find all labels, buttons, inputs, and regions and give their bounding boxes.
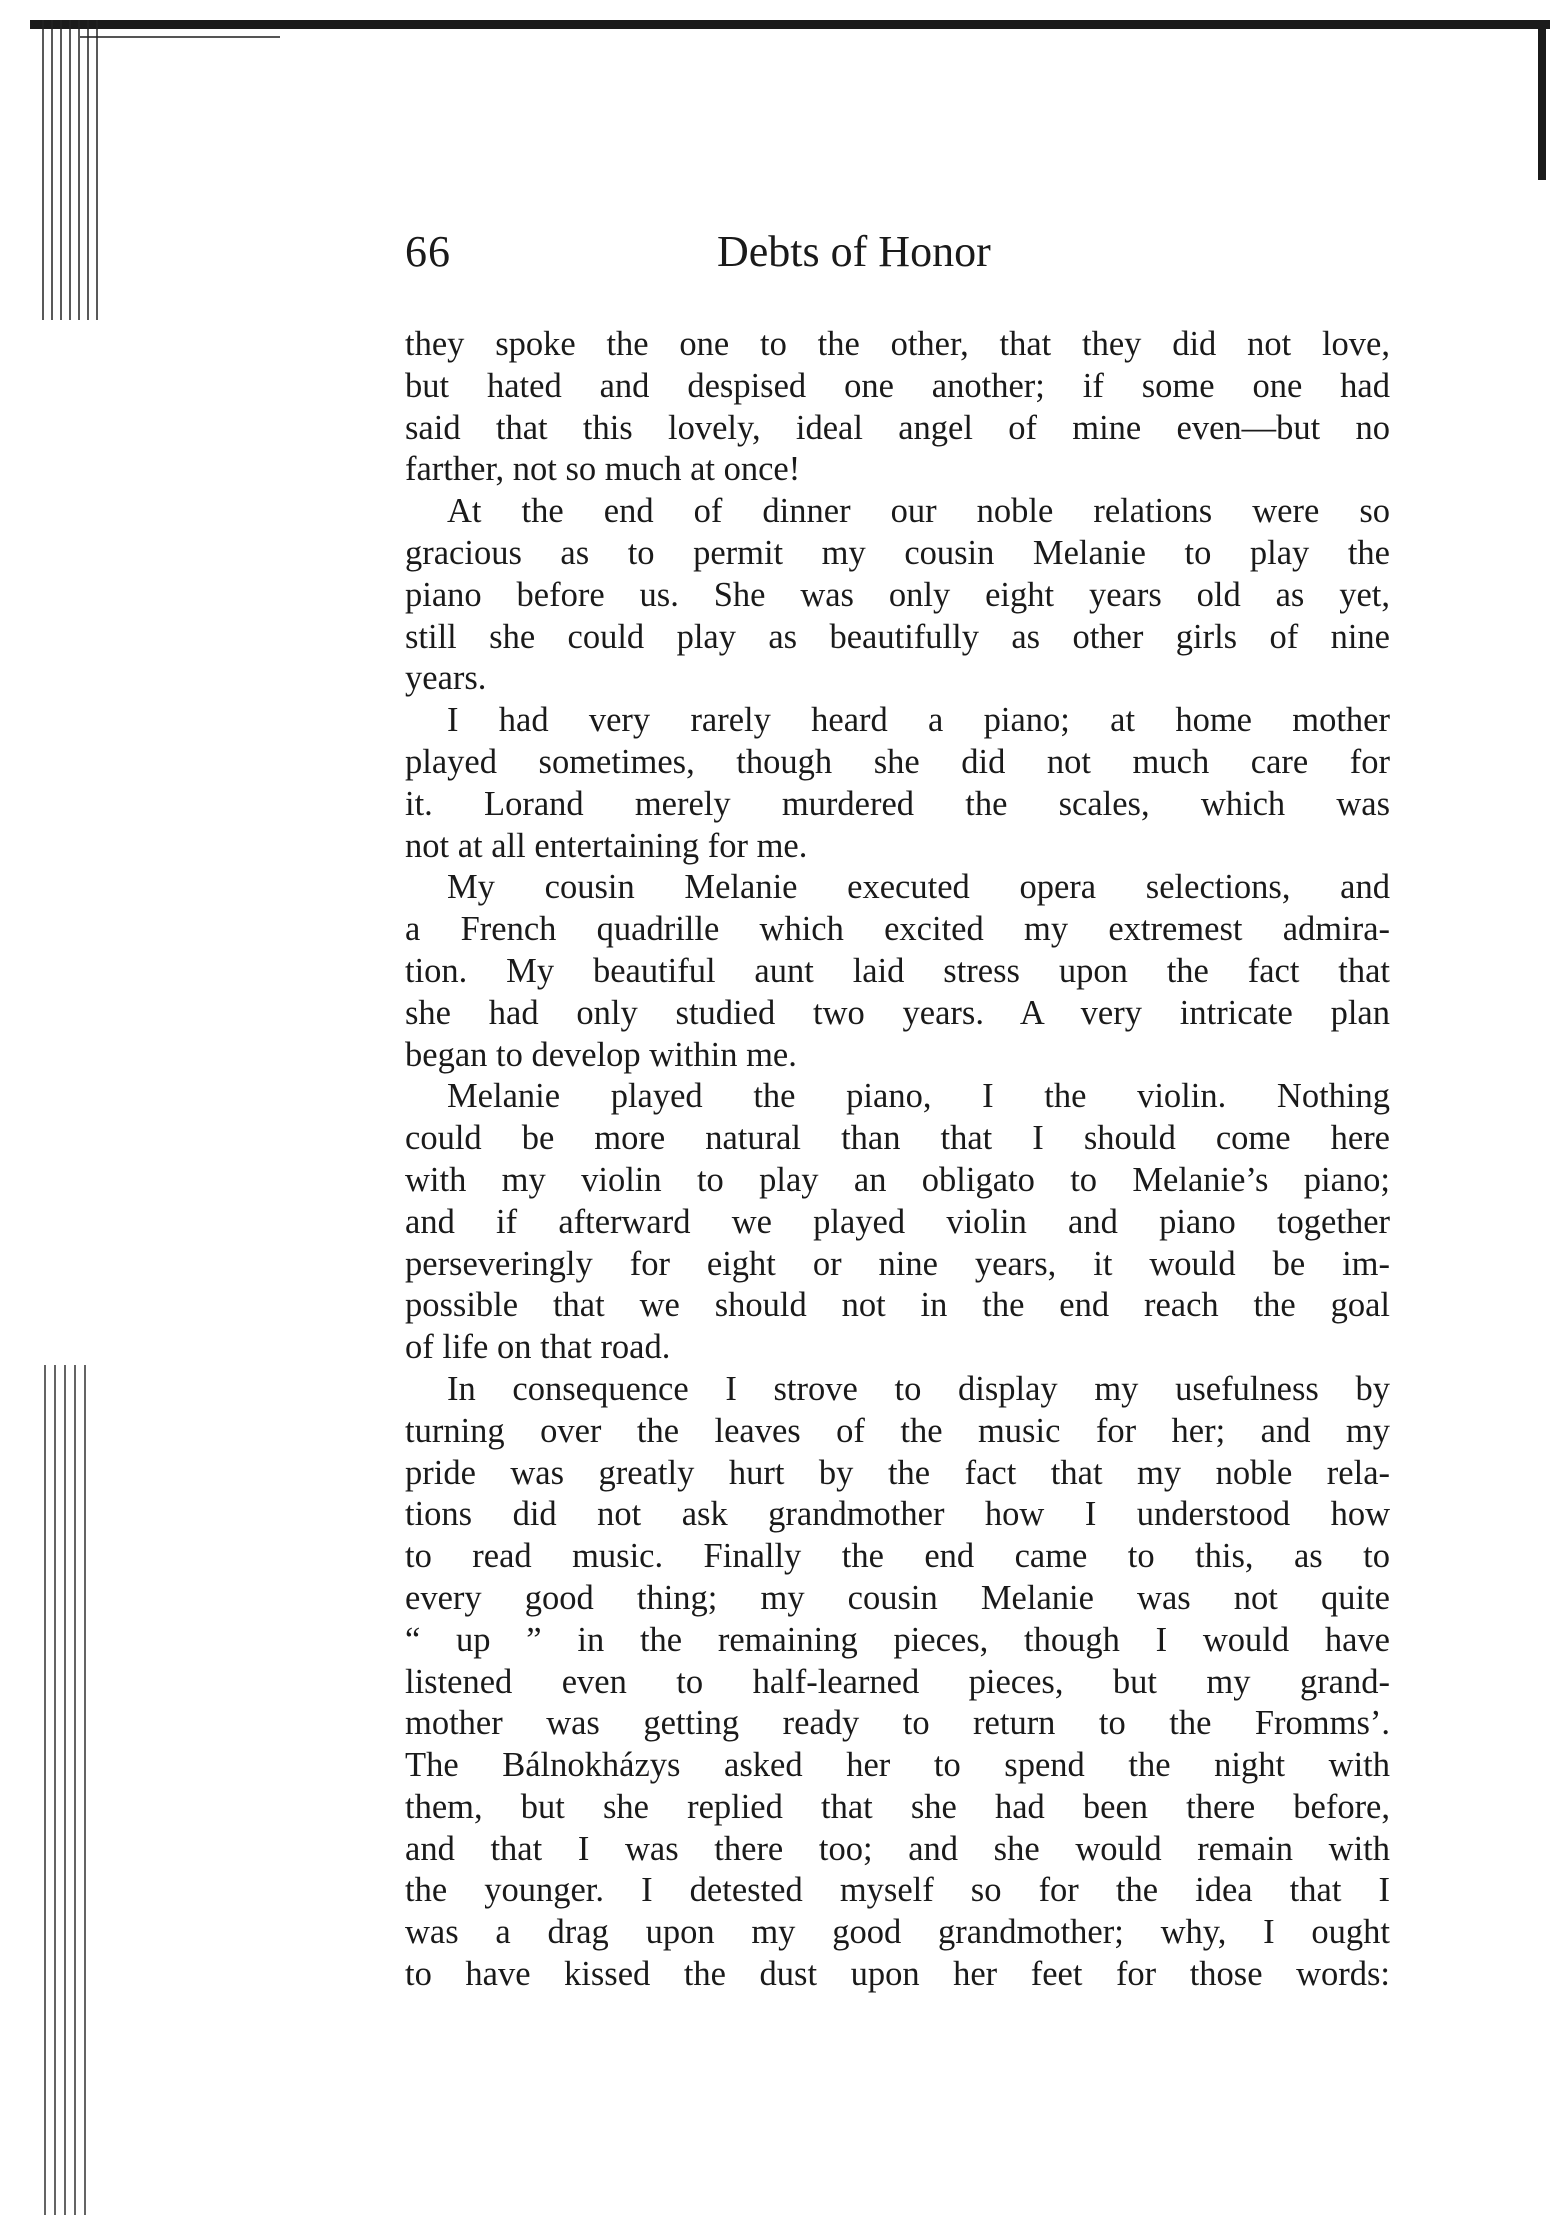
body-text — [405, 324, 1390, 1996]
text-line: to read music. Finally the end came to this, as to — [405, 1537, 1390, 1576]
text-line: My cousin Melanie executed opera selections, and — [447, 868, 1390, 907]
text-line: she had only studied two years. A very intricate plan — [405, 993, 1390, 1032]
text-line: began to develop within me. — [405, 1035, 797, 1074]
scan-top-rule-thin — [80, 36, 280, 38]
text-line: turning over the leaves of the music for her; and my — [405, 1411, 1390, 1450]
text-line: was a drag upon my good grandmother; why, I ought — [405, 1913, 1390, 1952]
scan-right-edge — [1538, 20, 1546, 180]
text-line: Melanie played the piano, I the violin. Nothing — [447, 1077, 1390, 1116]
text-line: could be more natural than that I should come here — [405, 1119, 1390, 1158]
text-line: not at all entertaining for me. — [405, 826, 808, 865]
text-line: years. — [405, 659, 487, 698]
page-number: 66 — [405, 227, 451, 276]
text-line: tion. My beautiful aunt laid stress upon the fact that — [405, 951, 1390, 990]
text-line: and that I was there too; and she would remain with — [405, 1829, 1390, 1868]
running-title: Debts of Honor — [717, 227, 991, 276]
text-line: every good thing; my cousin Melanie was not quite — [405, 1578, 1390, 1617]
text-line: farther, not so much at once! — [405, 450, 801, 489]
text-line: they spoke the one to the other, that they did not love, — [405, 325, 1390, 363]
text-line: “ up ” in the remaining pieces, though I would have — [405, 1620, 1390, 1659]
binding-edge-top — [42, 20, 102, 320]
text-line: In consequence I strove to display my usefulness by — [447, 1369, 1390, 1408]
text-line: with my violin to play an obligato to Melanie’s piano; — [405, 1160, 1390, 1199]
text-line: perseveringly for eight or nine years, it would be im- — [405, 1244, 1390, 1283]
text-line: piano before us. She was only eight years old as yet, — [405, 575, 1390, 614]
text-line: of life on that road. — [405, 1328, 671, 1367]
text-line: mother was getting ready to return to the Fromms’. — [405, 1704, 1390, 1743]
text-line: a French quadrille which excited my extremest admira- — [405, 910, 1390, 949]
text-line: the younger. I detested myself so for the idea that I — [405, 1871, 1390, 1910]
text-line: tions did not ask grandmother how I understood how — [405, 1495, 1390, 1534]
text-line: said that this lovely, ideal angel of mine even—but no — [405, 408, 1390, 447]
text-line: still she could play as beautifully as other girls of nine — [405, 617, 1390, 656]
text-line: and if afterward we played violin and piano together — [405, 1202, 1390, 1241]
text-line: to have kissed the dust upon her feet for those words: — [405, 1955, 1390, 1994]
text-line: I had very rarely heard a piano; at home mother — [447, 701, 1390, 740]
text-line: At the end of dinner our noble relations were so — [447, 492, 1390, 531]
binding-edge-bottom — [44, 1365, 94, 2215]
text-line: pride was greatly hurt by the fact that my noble rela- — [405, 1453, 1390, 1492]
text-line: played sometimes, though she did not much care for — [405, 742, 1390, 781]
text-line: them, but she replied that she had been there before, — [405, 1787, 1390, 1826]
text-line: The Bálnokházys asked her to spend the night with — [405, 1746, 1390, 1785]
running-header — [405, 222, 1115, 282]
text-line: possible that we should not in the end reach the goal — [405, 1286, 1390, 1325]
text-line: gracious as to permit my cousin Melanie to play the — [405, 533, 1390, 572]
text-line: it. Lorand merely murdered the scales, which was — [405, 784, 1390, 823]
scan-top-rule — [30, 20, 1550, 29]
text-line: listened even to half-learned pieces, but my grand- — [405, 1662, 1390, 1701]
text-line: but hated and despised one another; if some one had — [405, 366, 1390, 405]
